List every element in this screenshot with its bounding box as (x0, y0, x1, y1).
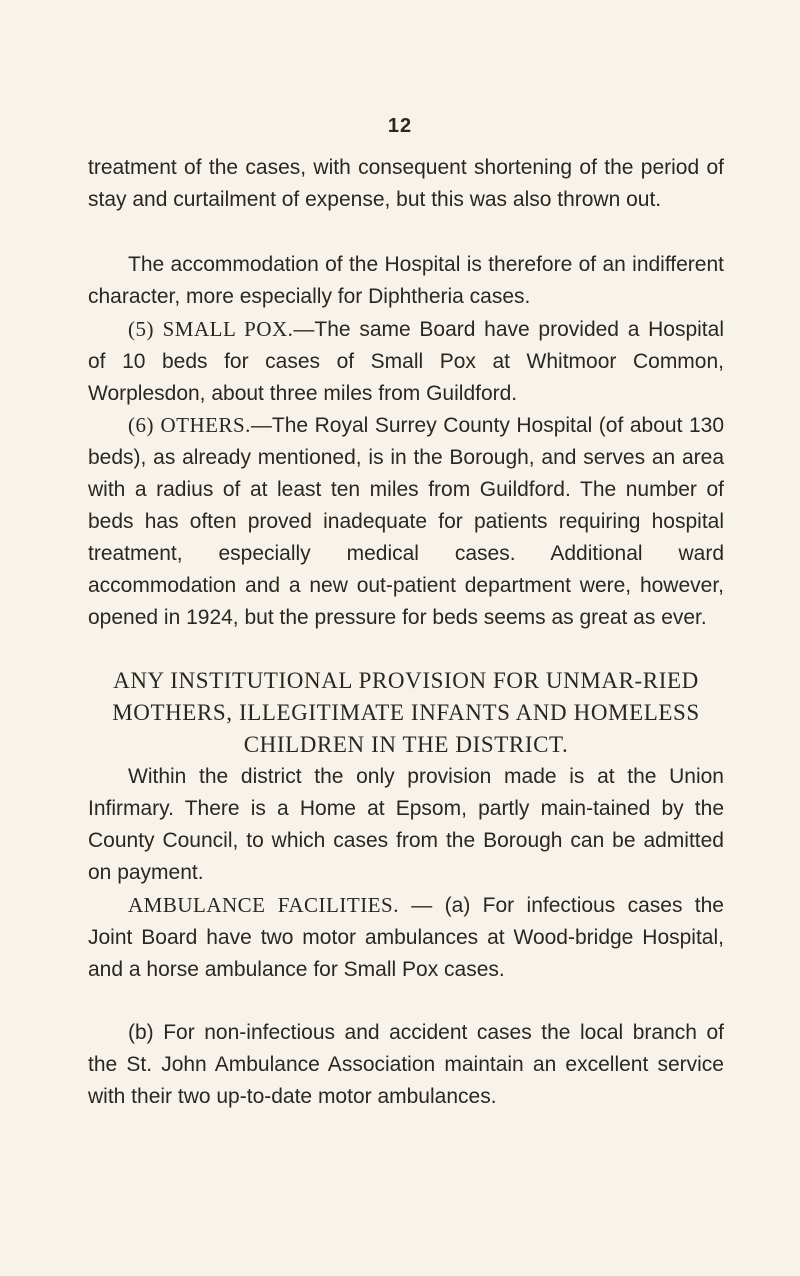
paragraph-accommodation (88, 249, 724, 313)
paragraph-body (88, 313, 724, 410)
paragraph-treatment (88, 152, 724, 216)
paragraph-text: The accommodation of the Hospital is therefore of an indifferent character, more especially for Diphtheria cases. (88, 253, 724, 308)
paragraph-others (88, 409, 724, 634)
paragraph-text: For infectious cases the Joint Board have two motor ambulances at Wood-bridge Hospital, and a horse ambulance for Small Pox cases. (88, 894, 724, 981)
section-lead: (6) OTHERS. (128, 413, 251, 437)
section-lead: AMBULANCE FACILITIES. (128, 893, 399, 917)
item-marker: (a) (444, 894, 471, 917)
section-lead: (5) SMALL POX. (128, 317, 294, 341)
paragraph-ambulance-a (88, 889, 724, 986)
item-marker: (b) (128, 1021, 154, 1044)
paragraph-institutional (88, 761, 724, 889)
paragraph-small-pox (88, 313, 724, 410)
paragraph-text: Within the district the only provision made is at the Union Infirmary. There is a Home at Epsom, partly main-tained by the County Council, to which cases from the Borough can be admitted on payment. (88, 765, 724, 884)
paragraph-ambulance-b (88, 1017, 724, 1113)
paragraph-body (88, 1017, 724, 1113)
paragraph-text: —The Royal Surrey County Hospital (of about 130 beds), as already mentioned, is in the Borough, and serves an area with a radius of at least ten miles from Guildford. The number of beds has often proved inadequate for patients requiring hospital treatment, especially medical cases. Additional ward accommodation and a new out-patient department were, however, opened in 1924, but the pressure for beds seems as great as ever. (88, 414, 724, 629)
dash: — (398, 894, 445, 917)
paragraph-body (88, 889, 724, 986)
section-heading: ANY INSTITUTIONAL PROVISION FOR UNMAR-RIED MOTHERS, ILLEGITIMATE INFANTS AND HOMELESS CHILDREN IN THE DISTRICT. (112, 668, 700, 757)
paragraph-text: For non-infectious and accident cases the local branch of the St. John Ambulance Association maintain an excellent service with their two up-to-date motor ambulances. (88, 1021, 724, 1108)
paragraph-text: —The same Board have provided a Hospital of 10 beds for cases of Small Pox at Whitmoor Common, Worplesdon, about three miles from Guildford. (88, 318, 724, 405)
page-number: 12 (387, 115, 413, 137)
paragraph-text: treatment of the cases, with consequent shortening of the period of stay and curtailment of expense, but this was also thrown out. (88, 156, 724, 211)
paragraph-body (88, 409, 724, 634)
